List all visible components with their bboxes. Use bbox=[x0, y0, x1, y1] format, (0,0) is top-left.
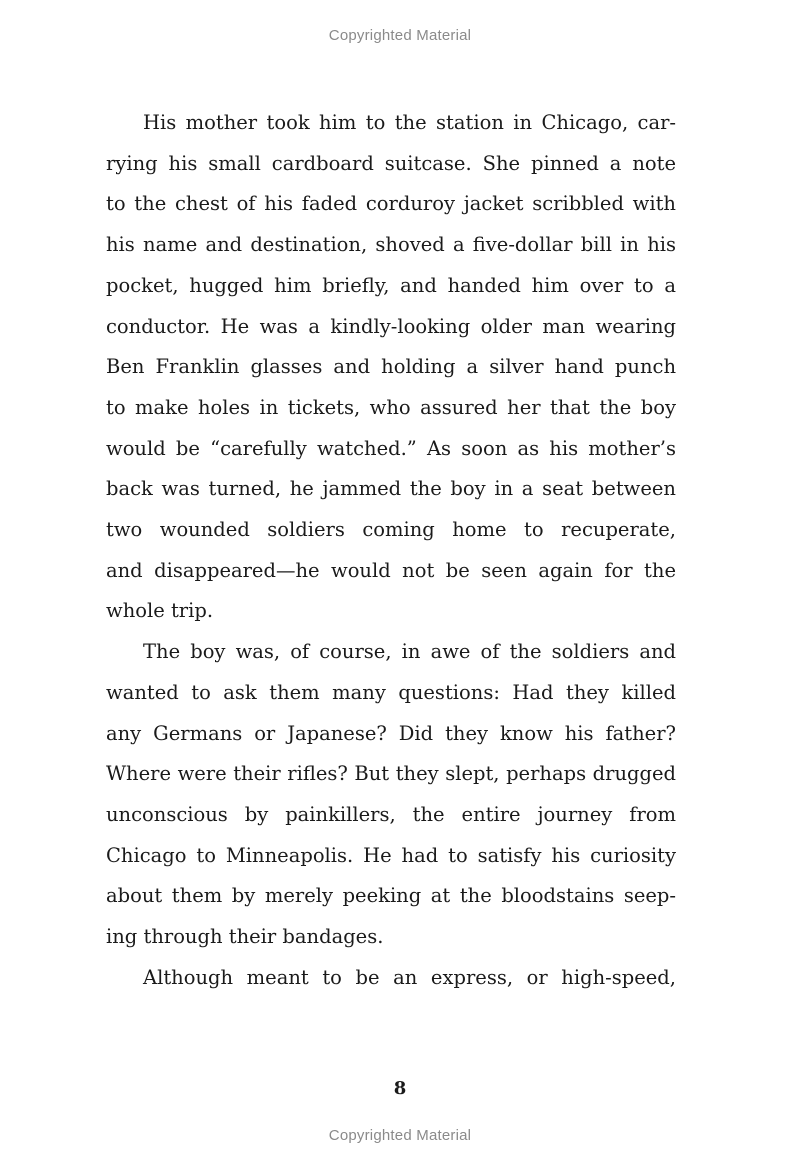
page-number: 8 bbox=[393, 1078, 407, 1099]
text-line: The boy was, of course, in awe of the soldiers and bbox=[143, 640, 676, 664]
text-line: Ben Franklin glasses and holding a silver hand punch bbox=[106, 355, 676, 379]
text-line: His mother took him to the station in Chicago, car- bbox=[143, 111, 676, 134]
copyright-watermark-bottom: Copyrighted Material bbox=[328, 1127, 472, 1144]
text-line: Although meant to be an express, or high-speed, bbox=[143, 965, 676, 989]
text-line: and disappeared—he would not be seen again for the bbox=[106, 558, 676, 582]
text-line: would be “carefully watched.” As soon as his mother’s bbox=[106, 436, 676, 460]
text-line: back was turned, he jammed the boy in a seat between bbox=[106, 477, 676, 501]
copyright-watermark-top: Copyrighted Material bbox=[328, 27, 472, 44]
text-line: whole trip. bbox=[106, 599, 214, 623]
text-line: two wounded soldiers coming home to recuperate, bbox=[106, 518, 676, 542]
body-text bbox=[106, 103, 676, 998]
text-line: ing through their bandages. bbox=[106, 925, 384, 949]
text-line: conductor. He was a kindly-looking older man wearing bbox=[106, 314, 676, 338]
text-line: about them by merely peeking at the bloodstains seep- bbox=[106, 884, 676, 908]
text-line: Chicago to Minneapolis. He had to satisfy his curiosity bbox=[106, 843, 676, 867]
text-line: his name and destination, shoved a five-dollar bill in his bbox=[106, 233, 676, 257]
text-line: Where were their rifles? But they slept, perhaps drugged bbox=[106, 762, 676, 786]
text-line: any Germans or Japanese? Did they know his father? bbox=[106, 721, 676, 745]
text-line: unconscious by painkillers, the entire journey from bbox=[106, 802, 676, 826]
text-line: pocket, hugged him briefly, and handed him over to a bbox=[106, 273, 676, 297]
text-line: to the chest of his faded corduroy jacket scribbled with bbox=[106, 192, 676, 216]
text-line: rying his small cardboard suitcase. She pinned a note bbox=[106, 151, 676, 175]
text-line: to make holes in tickets, who assured her that the boy bbox=[106, 395, 676, 419]
text-line: wanted to ask them many questions: Had they killed bbox=[106, 680, 676, 704]
